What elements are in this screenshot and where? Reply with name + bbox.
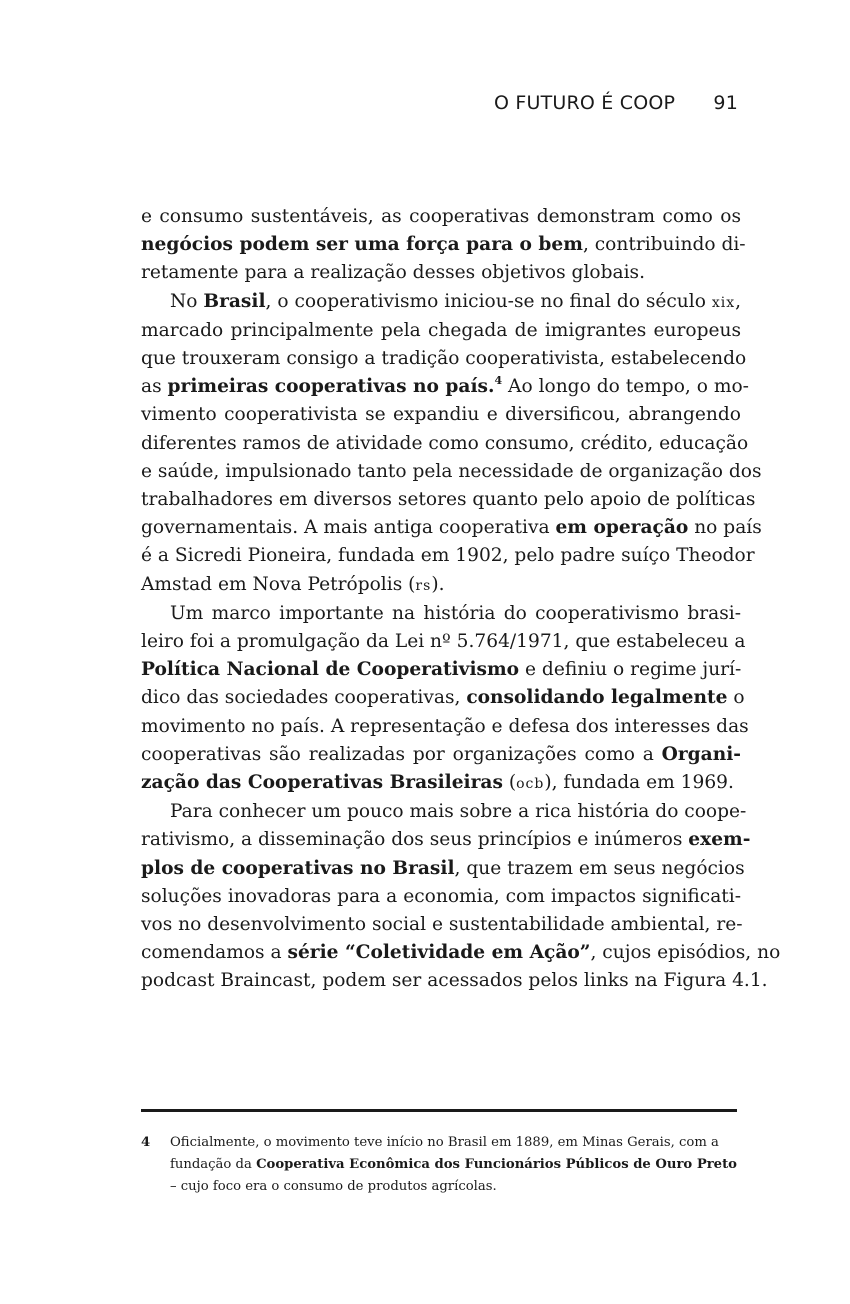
text-line: negócios podem ser uma força para o bem, contribuindo di- — [141, 234, 746, 256]
footnote-divider — [141, 1109, 737, 1112]
text-line: governamentais. A mais antiga cooperativa em operação no país — [141, 517, 762, 539]
emphasis: zação das Cooperativas Brasileiras — [141, 772, 503, 794]
text-line: diferentes ramos de atividade como consumo, crédito, educação — [141, 432, 749, 454]
text-line: comendamos a série “Coletividade em Ação”, cujos episódios, no — [141, 942, 781, 964]
text-line: cooperativas são realizadas por organizações como a Organi- — [141, 743, 741, 765]
text-line: as primeiras cooperativas no país.$^4$ Ao longo do tempo, o mo- — [141, 374, 749, 398]
text-line: Para conhecer um pouco mais sobre a rica história do coope- — [170, 801, 747, 823]
footnote-number: 4 — [141, 1135, 151, 1150]
page-number: 91 — [713, 92, 738, 114]
emphasis: consolidando legalmente — [466, 687, 728, 709]
running-title: O FUTURO É COOP — [493, 92, 676, 114]
text-line: e saúde, impulsionado tanto pela necessidade de organização dos — [141, 460, 762, 482]
emphasis: em operação — [555, 517, 689, 539]
text-line: Amstad em Nova Petrópolis (rs). — [141, 573, 445, 595]
text-line: dico das sociedades cooperativas, consolidando legalmente o — [141, 687, 745, 709]
text-line: marcado principalmente pela chegada de imigrantes europeus — [141, 319, 741, 341]
text-line: movimento no país. A representação e defesa dos interesses das — [141, 715, 749, 737]
text-line: vimento cooperativista se expandiu e diversificou, abrangendo — [141, 404, 741, 426]
text-line: Um marco importante na história do cooperativismo brasi- — [170, 602, 741, 624]
text-line: rativismo, a disseminação dos seus princípios e inúmeros exem- — [141, 829, 751, 851]
emphasis: primeiras cooperativas no país. — [167, 376, 495, 398]
text-line: e consumo sustentáveis, as cooperativas demonstram como os — [141, 206, 741, 227]
emphasis: série “Coletividade em Ação” — [287, 942, 591, 964]
text-line: Política Nacional de Cooperativismo e definiu o regime jurí- — [141, 659, 742, 681]
text-line: plos de cooperativas no Brasil, que trazem em seus negócios — [141, 857, 745, 879]
emphasis: plos de cooperativas no Brasil — [141, 857, 455, 879]
footnote-text: Oficialmente, o movimento teve início no Brasil em 1889, em Minas Gerais, com a fundação da Cooperativa Econômica dos Funcionários Públicos de Ouro Preto – cujo foco era o consumo de produtos agrícolas. — [170, 1135, 737, 1194]
main-text — [141, 203, 781, 996]
emphasis: exem- — [688, 829, 751, 851]
footnote-ref[interactable]: 4 — [494, 374, 503, 388]
text-line: podcast Braincast, podem ser acessados pelos links na Figura 4.1. — [141, 970, 768, 992]
running-header — [494, 92, 738, 114]
footnote — [141, 1132, 737, 1198]
text-line: zação das Cooperativas Brasileiras (ocb), fundada em 1969. — [141, 772, 734, 794]
emphasis: Organi- — [661, 743, 741, 765]
text-line: leiro foi a promulgação da Lei nº 5.764/1971, que estabeleceu a — [141, 631, 746, 653]
emphasis: Política Nacional de Cooperativismo — [141, 659, 520, 681]
text-line: No Brasil, o cooperativismo iniciou-se no final do século xix, — [170, 290, 742, 312]
text-line: soluções inovadoras para a economia, com impactos significati- — [141, 885, 741, 907]
emphasis: Cooperativa Econômica dos Funcionários Públicos de Ouro Preto — [256, 1157, 737, 1172]
emphasis: Brasil — [203, 290, 266, 312]
emphasis: negócios podem ser uma força para o bem — [141, 234, 583, 256]
text-line: retamente para a realização desses objetivos globais. — [141, 262, 645, 284]
text-line: trabalhadores em diversos setores quanto pelo apoio de políticas — [141, 489, 756, 511]
text-line: que trouxeram consigo a tradição cooperativista, estabelecendo — [141, 348, 747, 370]
text-line: vos no desenvolvimento social e sustentabilidade ambiental, re- — [141, 914, 743, 936]
text-line: é a Sicredi Pioneira, fundada em 1902, pelo padre suíço Theodor — [141, 545, 755, 567]
